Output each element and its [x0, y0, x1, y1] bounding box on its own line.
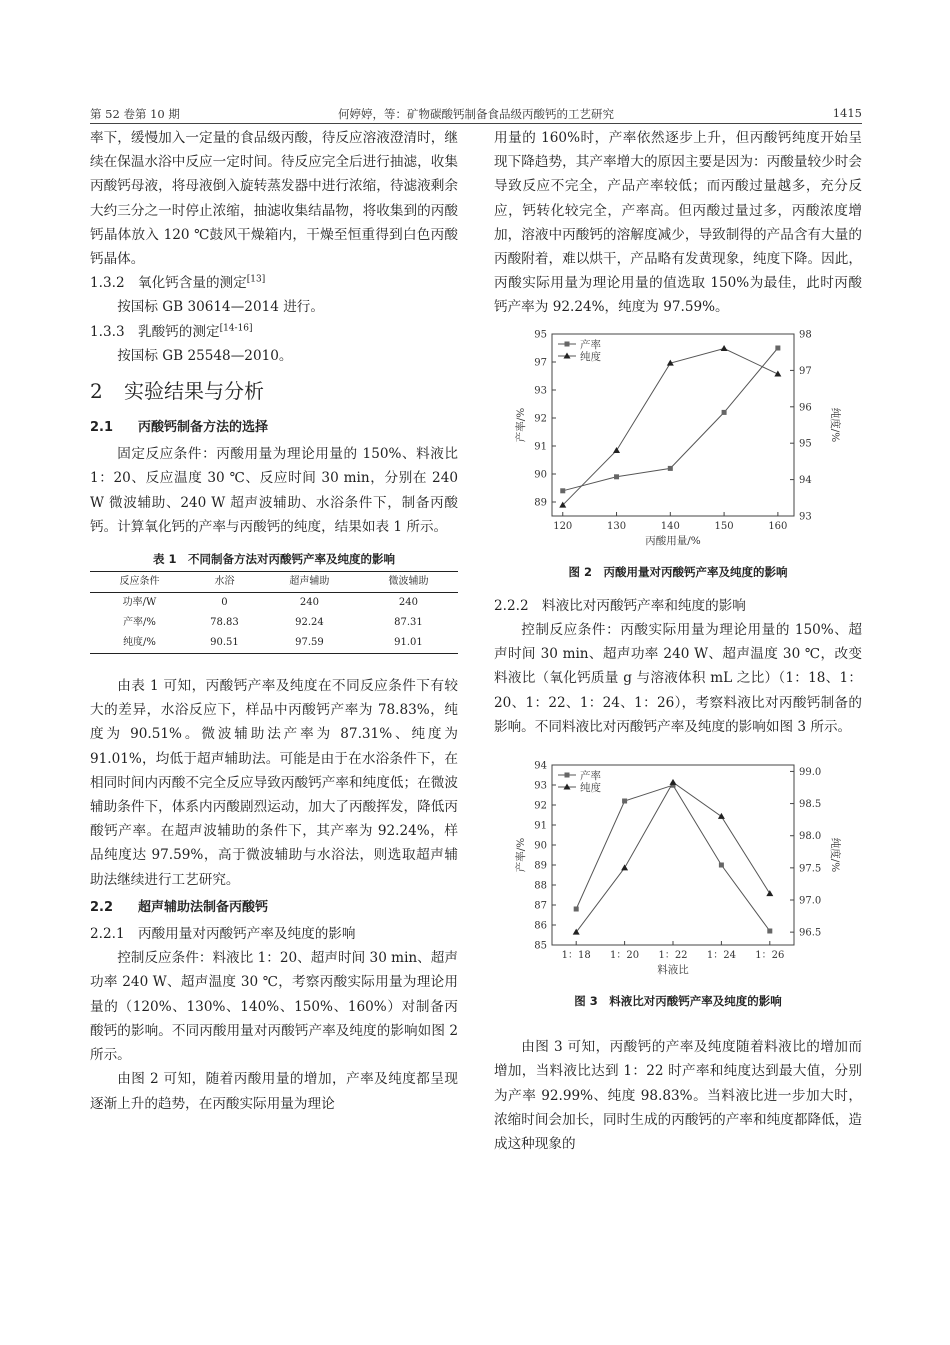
y2-tick-label: 95: [799, 438, 812, 450]
legend-label: 产率: [580, 770, 601, 783]
table-cell: 功率/W: [122, 597, 157, 609]
data-point-yield: [722, 410, 727, 415]
x-axis-label: 料液比: [657, 964, 689, 977]
data-point-purity: [670, 779, 677, 785]
data-point-yield: [614, 474, 619, 479]
data-point-yield: [775, 345, 780, 350]
header-page-number: 1415: [832, 106, 862, 120]
x-tick-label: 160: [768, 520, 788, 532]
paragraph: 由图 3 可知，丙酸钙的产率及纯度随着料液比的增加而增加，当料液比达到 1：22 时产率和纯度达到最大值，分别为产率 92.99%、纯度 98.83%。当料液比进一步加大时，浓缩时间会加长，同时生成的丙酸钙的产率和纯度都降低，造成这种现象的: [494, 1039, 862, 1153]
left-column: [90, 126, 458, 1116]
data-point-yield: [719, 863, 724, 868]
table-cell: 纯度/%: [90, 633, 189, 654]
figure-3-chart: [494, 761, 862, 985]
table-cell: 87.31: [394, 617, 423, 629]
header-rule: [90, 123, 862, 124]
y-tick-label: 93: [534, 385, 547, 397]
section-number: 1.3.3: [90, 323, 125, 340]
x-tick-label: 120: [553, 520, 573, 532]
data-point-purity: [766, 890, 773, 896]
y2-tick-label: 97.5: [799, 863, 822, 875]
citation: [13]: [246, 274, 266, 285]
y-tick-label: 95: [534, 329, 547, 341]
data-point-purity: [774, 370, 781, 376]
paragraph: 按国标 GB 30614—2014 进行。: [117, 299, 324, 316]
table-cell: 97.59: [260, 633, 359, 654]
table-row: [90, 593, 458, 614]
y2-tick-label: 96.5: [799, 927, 822, 939]
section-number: 1.3.2: [90, 275, 125, 292]
y-axis-label: 产率/%: [515, 837, 527, 873]
header-title: 何婷婷，等：矿物碳酸钙制备食品级丙酸钙的工艺研究: [338, 107, 614, 121]
y2-tick-label: 98.0: [799, 831, 822, 843]
paragraph: 按国标 GB 25548—2010。: [117, 347, 293, 364]
paragraph: 由表 1 可知，丙酸钙产率及纯度在不同反应条件下有较大的差异，水浴反应下，样品中丙酸钙产率为 78.83%，纯度为 90.51%。微波辅助法产率为 87.31%、纯度为 91.01%，均低于超声辅助法。可能是由于在水浴条件下，在相同时间内丙酸不完全反应导致丙酸钙产率和纯度低；在微波辅助条件下，体系内丙酸剧烈运动，加大了丙酸挥发，降低丙酸钙产率。在超声波辅助的条件下，其产率为 92.24%，样品纯度达 97.59%，高于微波辅助与水浴法，则选取超声辅助法继续进行工艺研究。: [90, 678, 458, 888]
y2-tick-label: 94: [799, 474, 812, 486]
table-header-row: [90, 572, 458, 593]
x-tick-label: 1：22: [658, 950, 688, 962]
figure-2-caption: 图 2 丙酸用量对丙酸钙产率及纯度的影响: [568, 564, 788, 579]
y2-tick-label: 98.5: [799, 799, 822, 811]
section-2-1-heading: [90, 416, 458, 440]
y-tick-label: 87: [534, 900, 547, 912]
table-row: [90, 633, 458, 654]
paragraph: 率下，缓慢加入一定量的食品级丙酸，待反应溶液澄清时，继续在保温水浴中反应一定时间。待反应完全后进行抽滤，收集丙酸钙母液，将母液倒入旋转蒸发器中进行浓缩，待滤液剩余大约三分之一时停止浓缩，抽滤收集结晶物，将收集到的丙酸钙晶体放入 120 ℃鼓风干燥箱内，干燥至恒重得到白色丙酸钙晶体。: [90, 130, 458, 268]
right-column: [494, 126, 862, 1156]
y2-tick-label: 97.0: [799, 895, 822, 907]
spacer: [494, 739, 862, 761]
x-tick-label: 1：18: [561, 950, 591, 962]
table-caption: 表 1 不同制备方法对丙酸钙产率及纯度的影响: [152, 552, 395, 567]
y-tick-label: 91: [534, 441, 547, 453]
figure-2-chart: [494, 320, 862, 556]
citation: [14-16]: [219, 323, 253, 334]
legend-label: 纯度: [580, 782, 601, 795]
legend-marker: [565, 341, 570, 346]
series-line-yield: [576, 785, 770, 931]
paragraph: 用量的 160%时，产率依然逐步上升，但丙酸钙纯度开始呈现下降趋势，其产率增大的原因主要是因为：丙酸量较少时会导致反应不完全，产品产率较低；而丙酸过量越多，充分反应，钙转化较完全，产率高。但丙酸过量过多，丙酸浓度增加，溶液中丙酸钙的溶解度减少，导致制得的产品含有大量的丙酸附着，难以烘干，产品略有发黄现象，纯度下降。因此，丙酸实际用量为理论用量的值选取 150%为最佳，此时丙酸钙产率为 92.24%，纯度为 97.59%。: [494, 130, 862, 316]
data-point-purity: [613, 447, 620, 453]
data-point-yield: [767, 929, 772, 934]
x-tick-label: 130: [606, 520, 627, 532]
paragraph: 固定反应条件：丙酸用量为理论用量的 150%、料液比 1：20、反应温度 30 ℃、反应时间 30 min，分别在 240 W 微波辅助、240 W 超声波辅助、水浴条件下，制备丙酸钙。计算氧化钙的产率与丙酸钙的纯度，结果如表 1 所示。: [90, 446, 458, 535]
section-number: 2.2: [90, 899, 114, 915]
y-tick-label: 86: [534, 920, 547, 932]
section-1-3-2-heading: [90, 271, 458, 295]
y2-tick-label: 99.0: [799, 766, 822, 778]
x-tick-label: 1：20: [610, 950, 640, 962]
running-header: [90, 106, 862, 122]
x-axis-label: 丙酸用量/%: [645, 534, 701, 547]
section-2-2-2-heading: [494, 594, 862, 618]
section-title: 乳酸钙的测定: [138, 323, 220, 340]
section-number: 2.2.1: [90, 926, 125, 943]
x-tick-label: 1：24: [706, 950, 736, 962]
y-tick-label: 85: [534, 940, 547, 952]
section-title: 料液比对丙酸钙产率和纯度的影响: [542, 597, 746, 614]
y2-axis-label: 纯度/%: [829, 407, 841, 442]
y-tick-label: 89: [534, 860, 547, 872]
legend-label: 纯度: [580, 350, 601, 363]
y-tick-label: 88: [534, 880, 547, 892]
spacer: [90, 654, 458, 674]
header-volume: 第 52 卷第 10 期: [90, 107, 180, 121]
table-row: [90, 613, 458, 633]
section-title: 丙酸钙制备方法的选择: [138, 420, 269, 436]
section-number: 2.1: [90, 420, 114, 436]
x-tick-label: 1：26: [755, 950, 785, 962]
y-tick-label: 92: [534, 800, 547, 812]
figure-3: [494, 761, 862, 993]
y-tick-label: 94: [534, 761, 547, 772]
x-tick-label: 150: [714, 520, 734, 532]
y-tick-label: 97: [534, 357, 547, 369]
table-cell: 240: [398, 597, 419, 609]
x-tick-label: 140: [660, 520, 680, 532]
table-header-cell: 超声辅助: [260, 572, 359, 593]
series-line-purity: [563, 348, 778, 505]
y2-tick-label: 97: [799, 365, 812, 377]
table-cell: 产率/%: [123, 617, 156, 629]
y-tick-label: 89: [534, 497, 547, 509]
table-cell: 78.83: [210, 617, 239, 629]
table-cell: 0: [221, 597, 228, 609]
legend-label: 产率: [580, 338, 601, 351]
section-title: 实验结果与分析: [124, 379, 264, 404]
figure-3-caption: 图 3 料液比对丙酸钙产率及纯度的影响: [574, 994, 782, 1009]
table-header-cell: 微波辅助: [359, 572, 458, 593]
section-title: 丙酸用量对丙酸钙产率及纯度的影响: [138, 926, 356, 943]
section-1-3-3-heading: [90, 320, 458, 344]
section-number: 2: [90, 379, 103, 404]
section-title: 氧化钙含量的测定: [138, 275, 247, 292]
y2-axis-label: 纯度/%: [829, 837, 841, 873]
table-cell: 90.51: [189, 633, 260, 654]
y-axis-label: 产率/%: [515, 407, 527, 442]
section-title: 超声辅助法制备丙酸钙: [138, 899, 269, 915]
section-2-2-1-heading: [90, 922, 458, 946]
series-line-purity: [576, 782, 770, 932]
table-header-cell: 反应条件: [90, 572, 189, 593]
y-tick-label: 93: [534, 780, 547, 792]
data-point-purity: [621, 864, 628, 870]
table-cell: 91.01: [359, 633, 458, 654]
section-number: 2.2.2: [494, 597, 529, 614]
paragraph: 控制反应条件：丙酸实际用量为理论用量的 150%、超声时间 30 min、超声功率 240 W、超声温度 30 ℃，改变料液比（氧化钙质量 g 与溶液体积 mL 之比）（1：18、1：20、1：22、1：24、1：26），考察料液比对丙酸钙制备的影响。不同料液比对丙酸钙产率及纯度的影响如图 3 所示。: [494, 622, 862, 735]
y-tick-label: 90: [534, 469, 547, 481]
y2-tick-label: 98: [799, 329, 812, 341]
figure-2: [494, 320, 862, 564]
data-point-purity: [718, 813, 725, 819]
table-cell: 240: [299, 597, 319, 609]
data-point-yield: [560, 488, 565, 493]
paragraph: 由图 2 可知，随着丙酸用量的增加，产率及纯度都呈现逐渐上升的趋势，在丙酸实际用量为理论: [90, 1071, 458, 1112]
legend-marker: [565, 773, 570, 778]
y2-tick-label: 93: [799, 511, 812, 523]
y2-tick-label: 96: [799, 401, 812, 413]
data-point-yield: [574, 907, 579, 912]
table-cell: 92.24: [295, 617, 324, 629]
paragraph: 控制反应条件：料液比 1：20、超声时间 30 min、超声功率 240 W、超声温度 30 ℃，考察丙酸实际用量为理论用量的（120%、130%、140%、150%、160%）对制备丙酸钙的影响。不同丙酸用量对丙酸钙产率及纯度的影响如图 2 所示。: [90, 950, 458, 1064]
y-tick-label: 92: [534, 413, 547, 425]
results-table: [90, 571, 458, 654]
section-2-heading: [90, 378, 458, 404]
table-header-cell: 水浴: [189, 572, 260, 593]
data-point-purity: [721, 345, 728, 351]
spacer: [494, 1009, 862, 1035]
data-point-yield: [622, 799, 627, 804]
y-tick-label: 91: [534, 820, 547, 832]
data-point-yield: [668, 466, 673, 471]
spacer: [494, 580, 862, 594]
y-tick-label: 90: [534, 840, 547, 852]
section-2-2-heading: [90, 896, 458, 920]
